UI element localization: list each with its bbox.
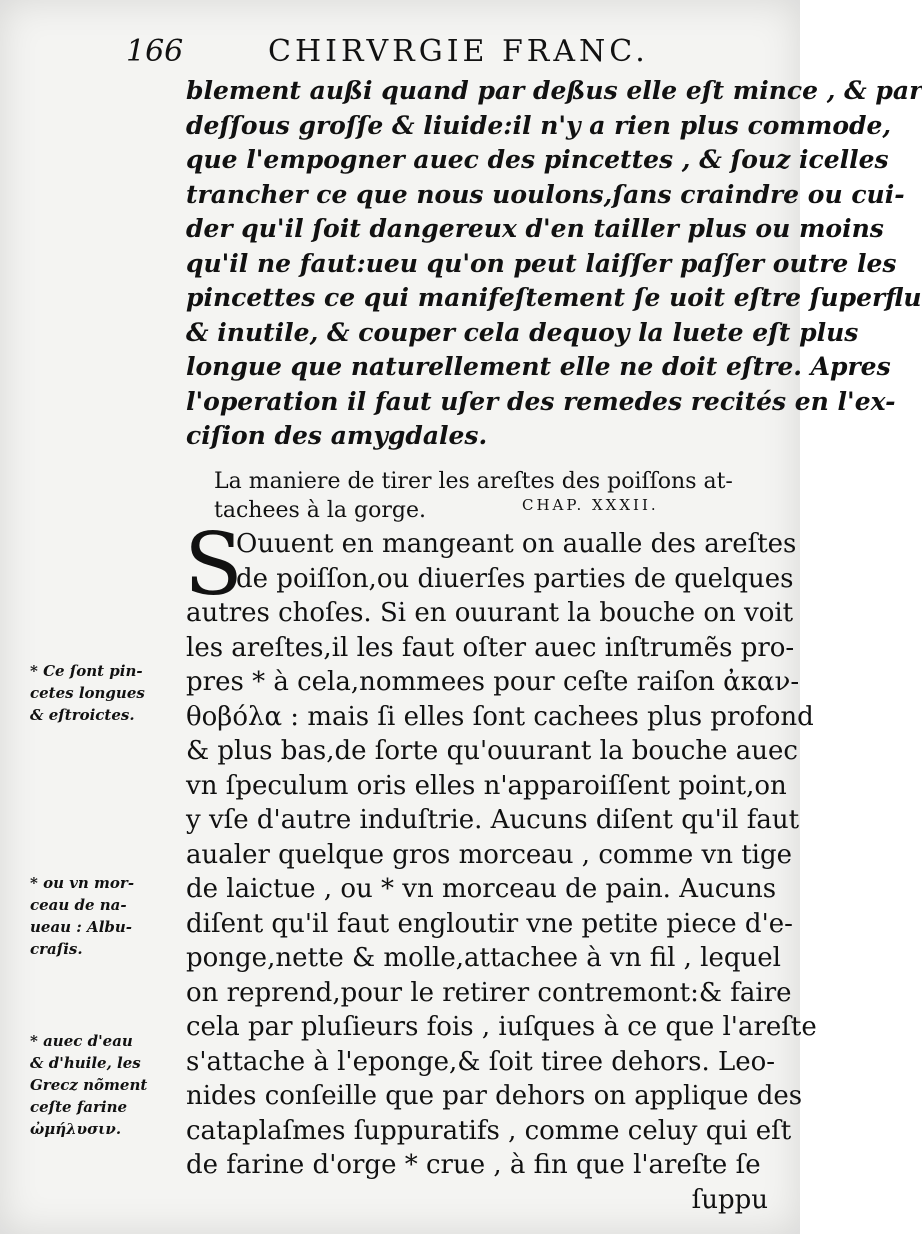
- margin-note-line: * auec d'eau: [30, 1032, 133, 1050]
- text-line: autres choſes. Si en ouurant la bouche on voit: [186, 598, 794, 628]
- margin-note-line: ceſte farine: [30, 1098, 128, 1116]
- margin-note: [30, 1030, 180, 1140]
- chapter-title-line: La maniere de tirer les areſtes des poiſſons at-: [214, 469, 733, 494]
- text-line: on reprend,pour le retirer contremont:& faire: [186, 977, 792, 1008]
- chapter-title-line: tachees à la gorge.: [214, 498, 426, 523]
- margin-note: [30, 660, 180, 726]
- margin-note-line: * ou vn mor-: [30, 874, 135, 892]
- catchword: ſuppu: [691, 1184, 768, 1215]
- text-line: qu'il ne faut:ueu qu'on peut laiſſer paſſer outre les: [186, 248, 897, 278]
- margin-note: [30, 872, 180, 960]
- margin-note-line: cetes longues: [30, 684, 145, 702]
- text-line: aualer quelque gros morceau , comme vn tige: [186, 839, 792, 870]
- margin-note-line: * Ce ſont pin-: [30, 662, 143, 680]
- text-line: vn ſpeculum oris elles n'apparoiſſent point,on: [186, 770, 787, 801]
- chapter-label: CHAP. XXXII.: [522, 496, 659, 514]
- text-line: de laictue , ou * vn morceau de pain. Aucuns: [186, 874, 777, 904]
- text-line: que l'empogner auec des pincettes , & ſouz icelles: [186, 145, 889, 174]
- text-line: de farine d'orge * crue , à fin que l'areſte ſe: [186, 1150, 761, 1180]
- margin-note-line: Grecz nõment: [30, 1076, 148, 1094]
- text-line: nides conſeille que par dehors on applique des: [186, 1081, 803, 1111]
- text-line: pincettes ce qui manifeſtement ſe uoit eſtre ſuperflu: [186, 283, 922, 312]
- text-line: cataplaſmes ſuppuratifs , comme celuy qui eſt: [186, 1115, 792, 1146]
- text-line: Ouuent en mangeant on aualle des areſtes: [236, 529, 797, 559]
- text-line: s'attache à l'eponge,& ſoit tiree dehors. Leo-: [186, 1046, 776, 1077]
- margin-note-line: ὠμήλυσιν.: [30, 1120, 122, 1138]
- text-line: pres * à cela,nommees pour ceſte raiſon ἀκαν-: [186, 667, 800, 697]
- text-line: de poiſſon,ou diuerſes parties de quelques: [236, 563, 794, 594]
- margin-note-line: & eſtroictes.: [30, 706, 135, 724]
- running-head: CHIRVRGIE FRANC.: [268, 34, 649, 69]
- text-line: ciſion des amygdales.: [186, 421, 488, 450]
- text-line: blement außi quand par deßus elle eſt mince , & par: [186, 76, 922, 105]
- margin-note-line: & d'huile, les: [30, 1054, 141, 1072]
- text-line: deſſous groſſe & liuide:il n'y a rien plus commode,: [186, 110, 892, 140]
- text-line: ponge,nette & molle,attachee à vn fil , lequel: [186, 943, 781, 973]
- margin-note-line: craſis.: [30, 940, 83, 958]
- text-line: l'operation il faut uſer des remedes recités en l'ex-: [186, 386, 896, 416]
- text-line: der qu'il ſoit dangereux d'en tailler plus ou moins: [186, 214, 884, 243]
- drop-cap: S: [184, 515, 243, 615]
- text-line: cela par pluſieurs fois , iuſques à ce que l'areſte: [186, 1012, 817, 1042]
- text-line: trancher ce que nous uoulons,ſans craindre ou cui-: [186, 179, 905, 209]
- text-line: les areſtes,il les faut oſter auec inſtrumẽs pro-: [186, 632, 795, 663]
- text-line: & inutile, & couper cela dequoy la luete eſt plus: [186, 317, 859, 347]
- main-paragraph: [186, 527, 817, 1217]
- margin-note-line: ueau : Albu-: [30, 918, 133, 936]
- page-number: 166: [126, 34, 184, 69]
- text-line: θοβόλα : mais ſi elles ſont cachees plus profond: [186, 701, 814, 732]
- text-line: & plus bas,de ſorte qu'ouurant la bouche auec: [186, 736, 798, 766]
- italic-paragraph: [186, 74, 922, 454]
- text-line: diſent qu'il faut engloutir vne petite piece d'e-: [186, 908, 793, 939]
- text-line: y vſe d'autre induſtrie. Aucuns diſent qu'il faut: [186, 805, 800, 835]
- margin-note-line: ceau de na-: [30, 896, 127, 914]
- text-line: longue que naturellement elle ne doit eſtre. Apres: [186, 352, 891, 381]
